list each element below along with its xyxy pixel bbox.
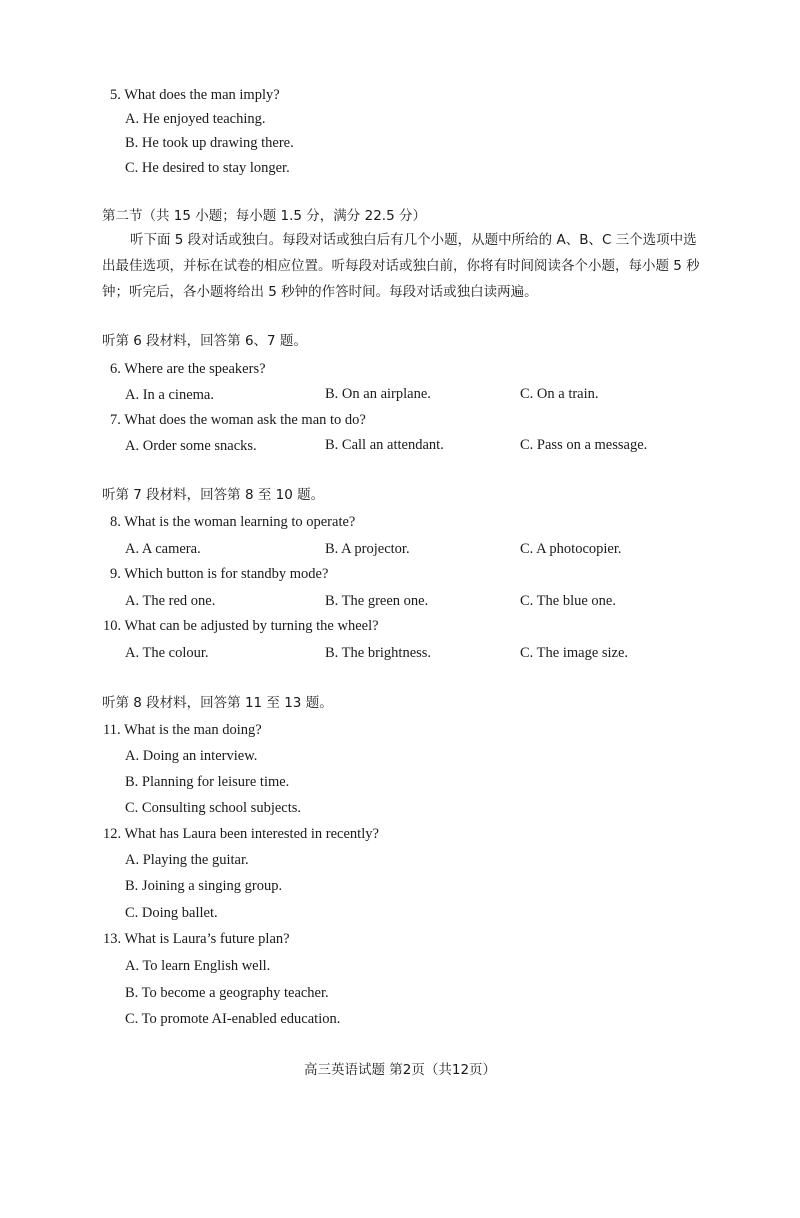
question-7: 7. What does the woman ask the man to do? [110,412,366,428]
q6-option-b: B. On an airplane. [325,386,431,402]
q6-option-c: C. On a train. [520,386,599,402]
section-2-instructions: 听下面 5 段对话或独白。每段对话或独白后有几个小题，从题中所给的 A、B、C 三个选项中选出最佳选项，并标在试卷的相应位置。听每段对话或独白前，你将有时间阅读各个小题，每小题 5 秒钟；听完后，各小题将给出 5 秒钟的作答时间。每段对话或独白读两遍。 [102,232,700,300]
q12-option-a: A. Playing the guitar. [125,852,249,868]
material-7-heading: 听第 7 段材料，回答第 8 至 10 题。 [102,487,325,503]
q11-option-c: C. Consulting school subjects. [125,800,302,816]
material-6-heading: 听第 6 段材料，回答第 6、7 题。 [102,333,307,349]
question-6: 6. Where are the speakers? [110,361,266,377]
question-9: 9. Which button is for standby mode? [110,566,329,582]
q8-option-b: B. A projector. [325,541,410,557]
q7-option-c: C. Pass on a message. [520,437,648,453]
q11-option-b: B. Planning for leisure time. [125,774,290,790]
q10-option-c: C. The image size. [520,645,629,661]
question-12: 12. What has Laura been interested in recently? [103,826,379,842]
q12-option-b: B. Joining a singing group. [125,878,283,894]
q7-option-b: B. Call an attendant. [325,437,444,453]
page-footer: 高三英语试题 第2页（共12页） [303,1062,497,1078]
q8-option-c: C. A photocopier. [520,541,622,557]
q9-option-c: C. The blue one. [520,593,616,609]
question-10: 10. What can be adjusted by turning the wheel? [103,618,379,634]
material-8-heading: 听第 8 段材料，回答第 11 至 13 题。 [102,695,333,711]
q9-option-a: A. The red one. [125,593,216,609]
q10-option-b: B. The brightness. [325,645,432,661]
q13-option-b: B. To become a geography teacher. [125,985,329,1001]
question-5: 5. What does the man imply? [110,87,280,103]
q5-option-a: A. He enjoyed teaching. [125,111,266,127]
q13-option-c: C. To promote AI-enabled education. [125,1011,341,1027]
q5-option-b: B. He took up drawing there. [125,135,294,151]
q6-option-a: A. In a cinema. [125,387,214,403]
question-13: 13. What is Laura’s future plan? [103,931,290,947]
q13-option-a: A. To learn English well. [125,958,271,974]
q11-option-a: A. Doing an interview. [125,748,258,764]
question-8: 8. What is the woman learning to operate? [110,514,356,530]
question-11: 11. What is the man doing? [103,722,262,738]
section-2-heading: 第二节（共 15 小题；每小题 1.5 分，满分 22.5 分） [102,208,426,224]
q10-option-a: A. The colour. [125,645,209,661]
q8-option-a: A. A camera. [125,541,201,557]
q5-option-c: C. He desired to stay longer. [125,160,290,176]
q12-option-c: C. Doing ballet. [125,905,218,921]
q7-option-a: A. Order some snacks. [125,438,257,454]
q9-option-b: B. The green one. [325,593,429,609]
